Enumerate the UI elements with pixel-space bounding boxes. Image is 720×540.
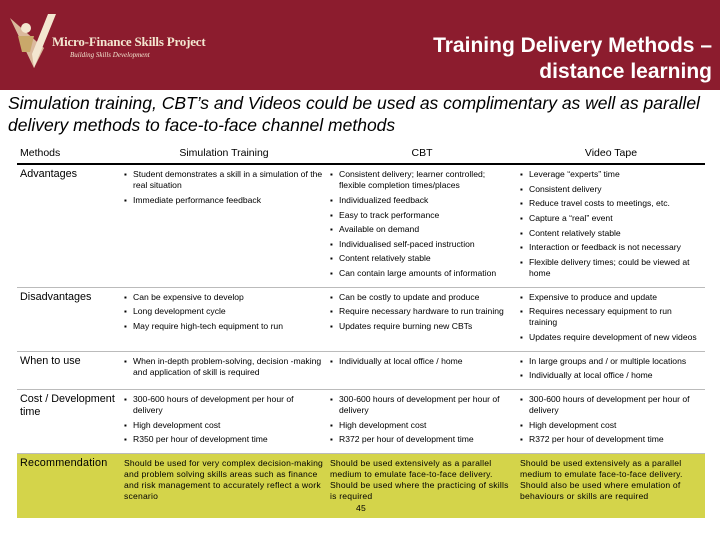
row-cost — [17, 389, 705, 453]
list-item: ▪ High development cost — [520, 420, 702, 431]
list-item: ▪ Requires necessary equipment to run training — [520, 306, 702, 328]
list-item: ▪ Individually at local office / home — [520, 370, 702, 381]
simulation-list — [124, 292, 324, 332]
page-title-line-1: Training Delivery Methods – — [433, 34, 712, 57]
video-list — [520, 394, 702, 446]
page-title-line-2: distance learning — [539, 60, 712, 83]
simulation-list — [124, 169, 324, 206]
video-list — [520, 356, 702, 382]
table-header-row — [17, 145, 705, 164]
list-item: ▪ Individualized feedback — [330, 195, 514, 206]
list-item: ▪ Content relatively stable — [520, 228, 702, 239]
list-item: ▪ R372 per hour of development time — [330, 434, 514, 445]
list-item: ▪ High development cost — [124, 420, 324, 431]
list-item: ▪ 300-600 hours of development per hour of delivery — [330, 394, 514, 416]
logo — [4, 8, 206, 78]
comparison-table — [17, 145, 705, 518]
list-item: ▪ When in-depth problem-solving, decision -making and application of skill is required — [124, 356, 324, 378]
row-advantages — [17, 164, 705, 287]
video-list — [520, 169, 702, 279]
row-recommendation — [17, 453, 705, 518]
page-number: 45 — [356, 502, 366, 513]
list-item: ▪ Reduce travel costs to meetings, etc. — [520, 198, 702, 209]
list-item: ▪ May require high-tech equipment to run — [124, 321, 324, 332]
row-when-to-use — [17, 351, 705, 389]
video-recommendation: Should be used extensively as a parallel medium to emulate face-to-face delivery. Should also be used where emulation of behaviours or skills are required — [517, 453, 705, 518]
cbt-recommendation: Should be used extensively as a parallel medium to emulate face-to-face delivery. Should be used where the practicing of skills is required — [330, 457, 509, 502]
list-item: ▪ Expensive to produce and update — [520, 292, 702, 303]
list-item: ▪ Individualised self-paced instruction — [330, 239, 514, 250]
list-item: ▪ Updates require burning new CBTs — [330, 321, 514, 332]
list-item: ▪ Consistent delivery — [520, 184, 702, 195]
row-label: When to use — [17, 351, 121, 389]
list-item: ▪ 300-600 hours of development per hour of delivery — [124, 394, 324, 416]
header-methods: Methods — [17, 145, 121, 164]
row-label: Recommendation — [17, 453, 121, 518]
list-item: ▪ High development cost — [330, 420, 514, 431]
simulation-list — [124, 356, 324, 378]
list-item: ▪ In large groups and / or multiple locations — [520, 356, 702, 367]
list-item: ▪ Capture a “real” event — [520, 213, 702, 224]
row-disadvantages — [17, 287, 705, 351]
row-label: Disadvantages — [17, 287, 121, 351]
list-item: ▪ Can be costly to update and produce — [330, 292, 514, 303]
header-simulation: Simulation Training — [121, 145, 327, 164]
simulation-recommendation: Should be used for very complex decision-making and problem solving skills areas such as finance and risk management to accurately reflect a work scenario — [121, 453, 327, 518]
list-item: ▪ Immediate performance feedback — [124, 195, 324, 206]
header-video: Video Tape — [517, 145, 705, 164]
list-item: ▪ Easy to track performance — [330, 210, 514, 221]
list-item: ▪ Can be expensive to develop — [124, 292, 324, 303]
list-item: ▪ Require necessary hardware to run training — [330, 306, 514, 317]
list-item: ▪ R372 per hour of development time — [520, 434, 702, 445]
cbt-list — [330, 394, 514, 446]
list-item: ▪ Flexible delivery times; could be viewed at home — [520, 257, 702, 279]
list-item: ▪ Can contain large amounts of information — [330, 268, 514, 279]
list-item: ▪ Student demonstrates a skill in a simulation of the real situation — [124, 169, 324, 191]
cbt-list — [330, 292, 514, 332]
list-item: ▪ Individually at local office / home — [330, 356, 514, 367]
list-item: ▪ Interaction or feedback is not necessary — [520, 242, 702, 253]
list-item: ▪ Updates require development of new videos — [520, 332, 702, 343]
cbt-list — [330, 356, 514, 367]
list-item: ▪ Long development cycle — [124, 306, 324, 317]
header-cbt: CBT — [327, 145, 517, 164]
list-item: ▪ Content relatively stable — [330, 253, 514, 264]
cbt-list — [330, 169, 514, 279]
simulation-list — [124, 394, 324, 446]
page-title — [352, 33, 712, 85]
list-item: ▪ Leverage “experts” time — [520, 169, 702, 180]
logo-name: Micro-Finance Skills Project — [52, 34, 206, 49]
logo-tagline: Building Skills Development — [70, 51, 150, 59]
row-label: Cost / Development time — [17, 389, 121, 453]
subtitle: Simulation training, CBT’s and Videos could be used as complimentary as well as parallel delivery methods to face-to-face channel methods — [8, 93, 700, 135]
video-list — [520, 292, 702, 344]
list-item: ▪ R350 per hour of development time — [124, 434, 324, 445]
header-banner — [0, 0, 720, 90]
list-item: ▪ 300-600 hours of development per hour of delivery — [520, 394, 702, 416]
list-item: ▪ Consistent delivery; learner controlled; flexible completion times/places — [330, 169, 514, 191]
list-item: ▪ Available on demand — [330, 224, 514, 235]
row-label: Advantages — [17, 164, 121, 287]
